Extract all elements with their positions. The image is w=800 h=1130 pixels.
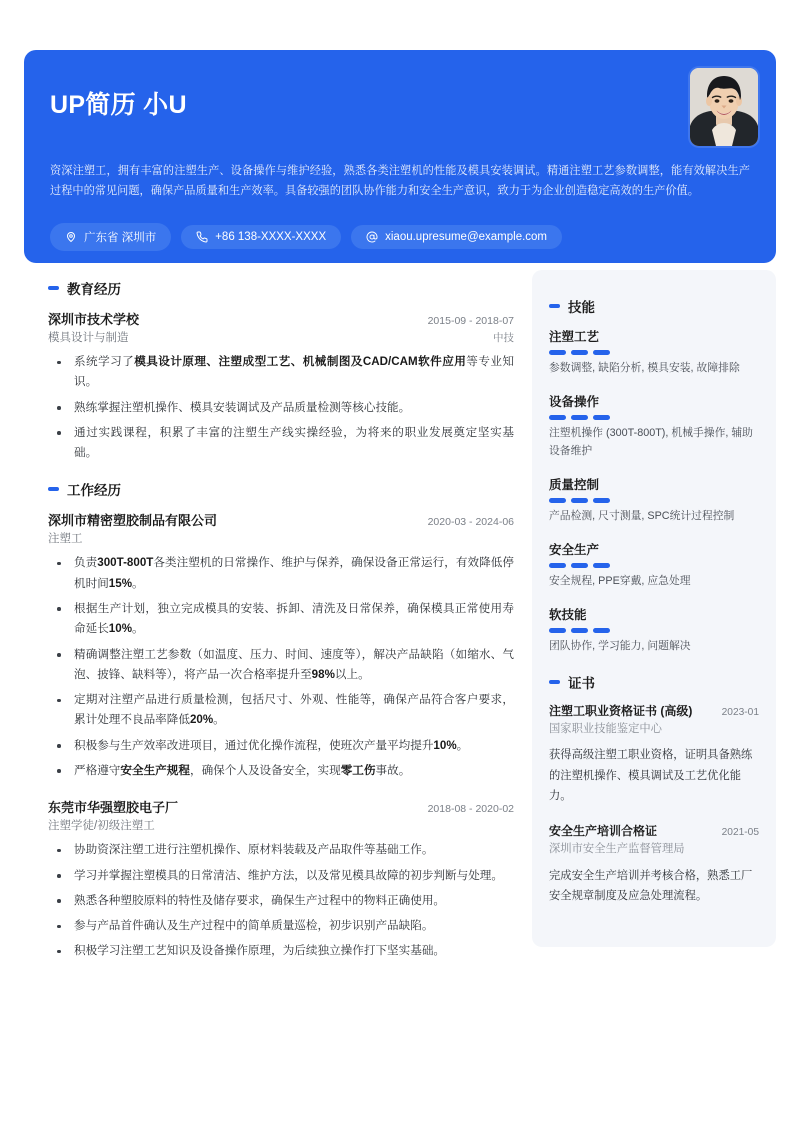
certificates-list xyxy=(549,703,759,907)
section-header-work xyxy=(24,479,514,499)
certificate-description: 获得高级注塑工职业资格，证明具备熟练的注塑机操作、模具调试及工艺优化能力。 xyxy=(549,749,753,803)
skill-name: 注塑工艺 xyxy=(549,330,600,344)
section-title-skills: 技能 xyxy=(568,300,595,315)
bullet-item: 精确调整注塑工艺参数（如温度、压力、时间、速度等），解决产品缺陷（如缩水、气泡、披锋、缺料等），将产品一次合格率提升至98%以上。 xyxy=(48,645,514,686)
skill-level-bar xyxy=(549,350,566,355)
section-dash-icon xyxy=(549,304,560,308)
bullet-item: 参与产品首件确认及生产过程中的简单质量巡检，初步识别产品缺陷。 xyxy=(48,916,514,936)
education-entry xyxy=(24,309,514,463)
bullet-item: 系统学习了模具设计原理、注塑成型工艺、机械制图及CAD/CAM软件应用等专业知识。 xyxy=(48,352,514,393)
page-title: UP简历 小U xyxy=(50,91,187,119)
contact-list xyxy=(50,223,562,251)
bullet-item: 定期对注塑产品进行质量检测，包括尺寸、外观、性能等，确保产品符合客户要求，累计处理不良品率降低20%。 xyxy=(48,690,514,731)
section-header-skills xyxy=(549,296,759,316)
skill-level-bar xyxy=(593,563,610,568)
section-dash-icon xyxy=(549,680,560,684)
skill-level-bar xyxy=(571,350,588,355)
skill-item xyxy=(549,540,759,590)
contact-phone[interactable] xyxy=(181,225,341,249)
skill-level xyxy=(549,498,759,503)
skill-keywords: 参数调整, 缺陷分析, 模具安装, 故障排除 xyxy=(549,362,740,374)
education-date: 2015-09 - 2018-07 xyxy=(427,315,514,327)
section-dash-icon xyxy=(48,487,59,491)
skill-keywords: 团队协作, 学习能力, 问题解决 xyxy=(549,640,691,653)
section-header-certificates xyxy=(549,672,759,692)
section-title-certificates: 证书 xyxy=(568,675,595,691)
work-entry-header xyxy=(24,797,514,816)
at-email-icon xyxy=(366,231,378,243)
bullet-item: 严格遵守安全生产规程，确保个人及设备安全，实现零工伤事故。 xyxy=(48,761,514,781)
skill-level-bar xyxy=(571,415,588,420)
bullet-item: 根据生产计划，独立完成模具的安装、拆卸、清洗及日常保养，确保模具正常使用寿命延长10%。 xyxy=(48,599,514,640)
section-title-education: 教育经历 xyxy=(67,282,121,297)
skill-keywords: 产品检测, 尺寸测量, SPC统计过程控制 xyxy=(549,509,735,522)
skills-list xyxy=(549,327,759,656)
skill-level-bar xyxy=(593,498,610,503)
skill-name: 设备操作 xyxy=(549,395,600,410)
resume-header xyxy=(24,50,776,263)
certificate-name: 安全生产培训合格证 xyxy=(549,824,658,838)
work-entry xyxy=(24,797,514,961)
skill-name: 安全生产 xyxy=(549,543,600,558)
bullet-item: 积极参与生产效率改进项目，通过优化操作流程，使班次产量平均提升10%。 xyxy=(48,736,514,756)
company-name: 东莞市华强塑胶电子厂 xyxy=(48,800,179,816)
bullet-item: 学习并掌握注塑模具的日常清洁、维护方法，以及常见模具故障的初步判断与处理。 xyxy=(48,866,514,886)
section-header-education xyxy=(24,278,514,298)
bullet-item: 熟悉各种塑胶原料的特性及储存要求，确保生产过程中的物料正确使用。 xyxy=(48,891,514,911)
certificate-issuer: 国家职业技能鉴定中心 xyxy=(549,722,662,735)
skill-item xyxy=(549,392,759,460)
skill-level-bar xyxy=(549,563,566,568)
company-name: 深圳市精密塑胶制品有限公司 xyxy=(48,513,218,529)
bullet-item: 通过实践课程，积累了丰富的注塑生产线实操经验，为将来的职业发展奠定坚实基础。 xyxy=(48,423,514,464)
certificate-date: 2021-05 xyxy=(721,827,759,838)
location-pin-icon xyxy=(65,231,77,243)
bullet-item: 负责300T-800T各类注塑机的日常操作、维护与保养，确保设备正常运行，有效降低停机时间15%。 xyxy=(48,553,514,594)
bullet-item: 熟练掌握注塑机操作、模具安装调试及产品质量检测等核心技能。 xyxy=(48,398,514,418)
skill-keywords: 安全规程, PPE穿戴, 应急处理 xyxy=(549,575,691,588)
section-education xyxy=(24,278,514,463)
skill-keywords: 注塑机操作 (300T-800T), 机械手操作, 辅助设备维护 xyxy=(549,427,753,457)
contact-location-text: 广东省 深圳市 xyxy=(84,232,157,244)
certificate-header xyxy=(549,703,759,720)
skill-item xyxy=(549,475,759,525)
work-bullets xyxy=(24,840,514,961)
education-entry-subheader xyxy=(24,328,514,345)
certificate-issuer: 深圳市安全生产监督管理局 xyxy=(549,843,685,856)
certificate-item xyxy=(549,823,759,907)
skill-item xyxy=(549,605,759,655)
certificate-item xyxy=(549,703,759,807)
skill-name: 软技能 xyxy=(549,608,587,623)
avatar xyxy=(690,68,758,146)
skill-level-bar xyxy=(549,628,566,633)
skill-item xyxy=(549,327,759,377)
skill-level xyxy=(549,563,759,568)
education-degree: 中技 xyxy=(493,332,514,344)
skill-level xyxy=(549,415,759,420)
sidebar xyxy=(532,270,776,947)
contact-email-text: xiaou.upresume@example.com xyxy=(385,231,548,243)
school-name: 深圳市技术学校 xyxy=(48,312,140,327)
skill-level-bar xyxy=(549,415,566,420)
work-entry-header xyxy=(24,510,514,529)
skill-level-bar xyxy=(593,350,610,355)
work-date: 2020-03 - 2024-06 xyxy=(427,516,514,529)
certificate-name: 注塑工职业资格证书 (高级) xyxy=(549,703,693,718)
skill-name: 质量控制 xyxy=(549,477,600,492)
bullet-item: 协助资深注塑工进行注塑机操作、原材料装载及产品取件等基础工作。 xyxy=(48,840,514,860)
phone-icon xyxy=(196,231,208,243)
contact-email[interactable] xyxy=(351,225,562,249)
skill-level-bar xyxy=(593,628,610,633)
work-bullets xyxy=(24,553,514,781)
skill-level-bar xyxy=(593,415,610,420)
certificate-header xyxy=(549,823,759,840)
certificate-date: 2023-01 xyxy=(721,706,759,718)
skill-level-bar xyxy=(571,498,588,503)
education-major: 模具设计与制造 xyxy=(48,332,129,344)
work-role: 注塑学徒/初级注塑工 xyxy=(48,820,155,833)
contact-phone-text: +86 138-XXXX-XXXX xyxy=(215,231,327,243)
section-dash-icon xyxy=(48,286,59,290)
education-bullets xyxy=(24,352,514,463)
skill-level xyxy=(549,628,759,633)
section-work xyxy=(24,479,514,961)
certificate-description: 完成安全生产培训并考核合格，熟悉工厂安全规章制度及应急处理流程。 xyxy=(549,869,753,903)
skill-level xyxy=(549,350,759,355)
work-date: 2018-08 - 2020-02 xyxy=(427,803,514,816)
profile-summary: 资深注塑工，拥有丰富的注塑生产、设备操作与维护经验，熟悉各类注塑机的性能及模具安装调试。精通注塑工艺参数调整，能有效解决生产过程中的常见问题，确保产品质量和生产效率。具备较强的团队协作能力和安全生产意识，致力于为企业创造稳定高效的生产价值。 xyxy=(50,165,750,197)
skill-level-bar xyxy=(571,563,588,568)
work-entry xyxy=(24,510,514,781)
work-role: 注塑工 xyxy=(48,533,83,546)
education-entry-header xyxy=(24,309,514,328)
contact-location[interactable] xyxy=(50,223,171,251)
skill-level-bar xyxy=(549,498,566,503)
main-column xyxy=(24,278,514,978)
bullet-item: 积极学习注塑工艺知识及设备操作原理，为后续独立操作打下坚实基础。 xyxy=(48,941,514,961)
skill-level-bar xyxy=(571,628,588,633)
section-title-work: 工作经历 xyxy=(67,483,121,499)
